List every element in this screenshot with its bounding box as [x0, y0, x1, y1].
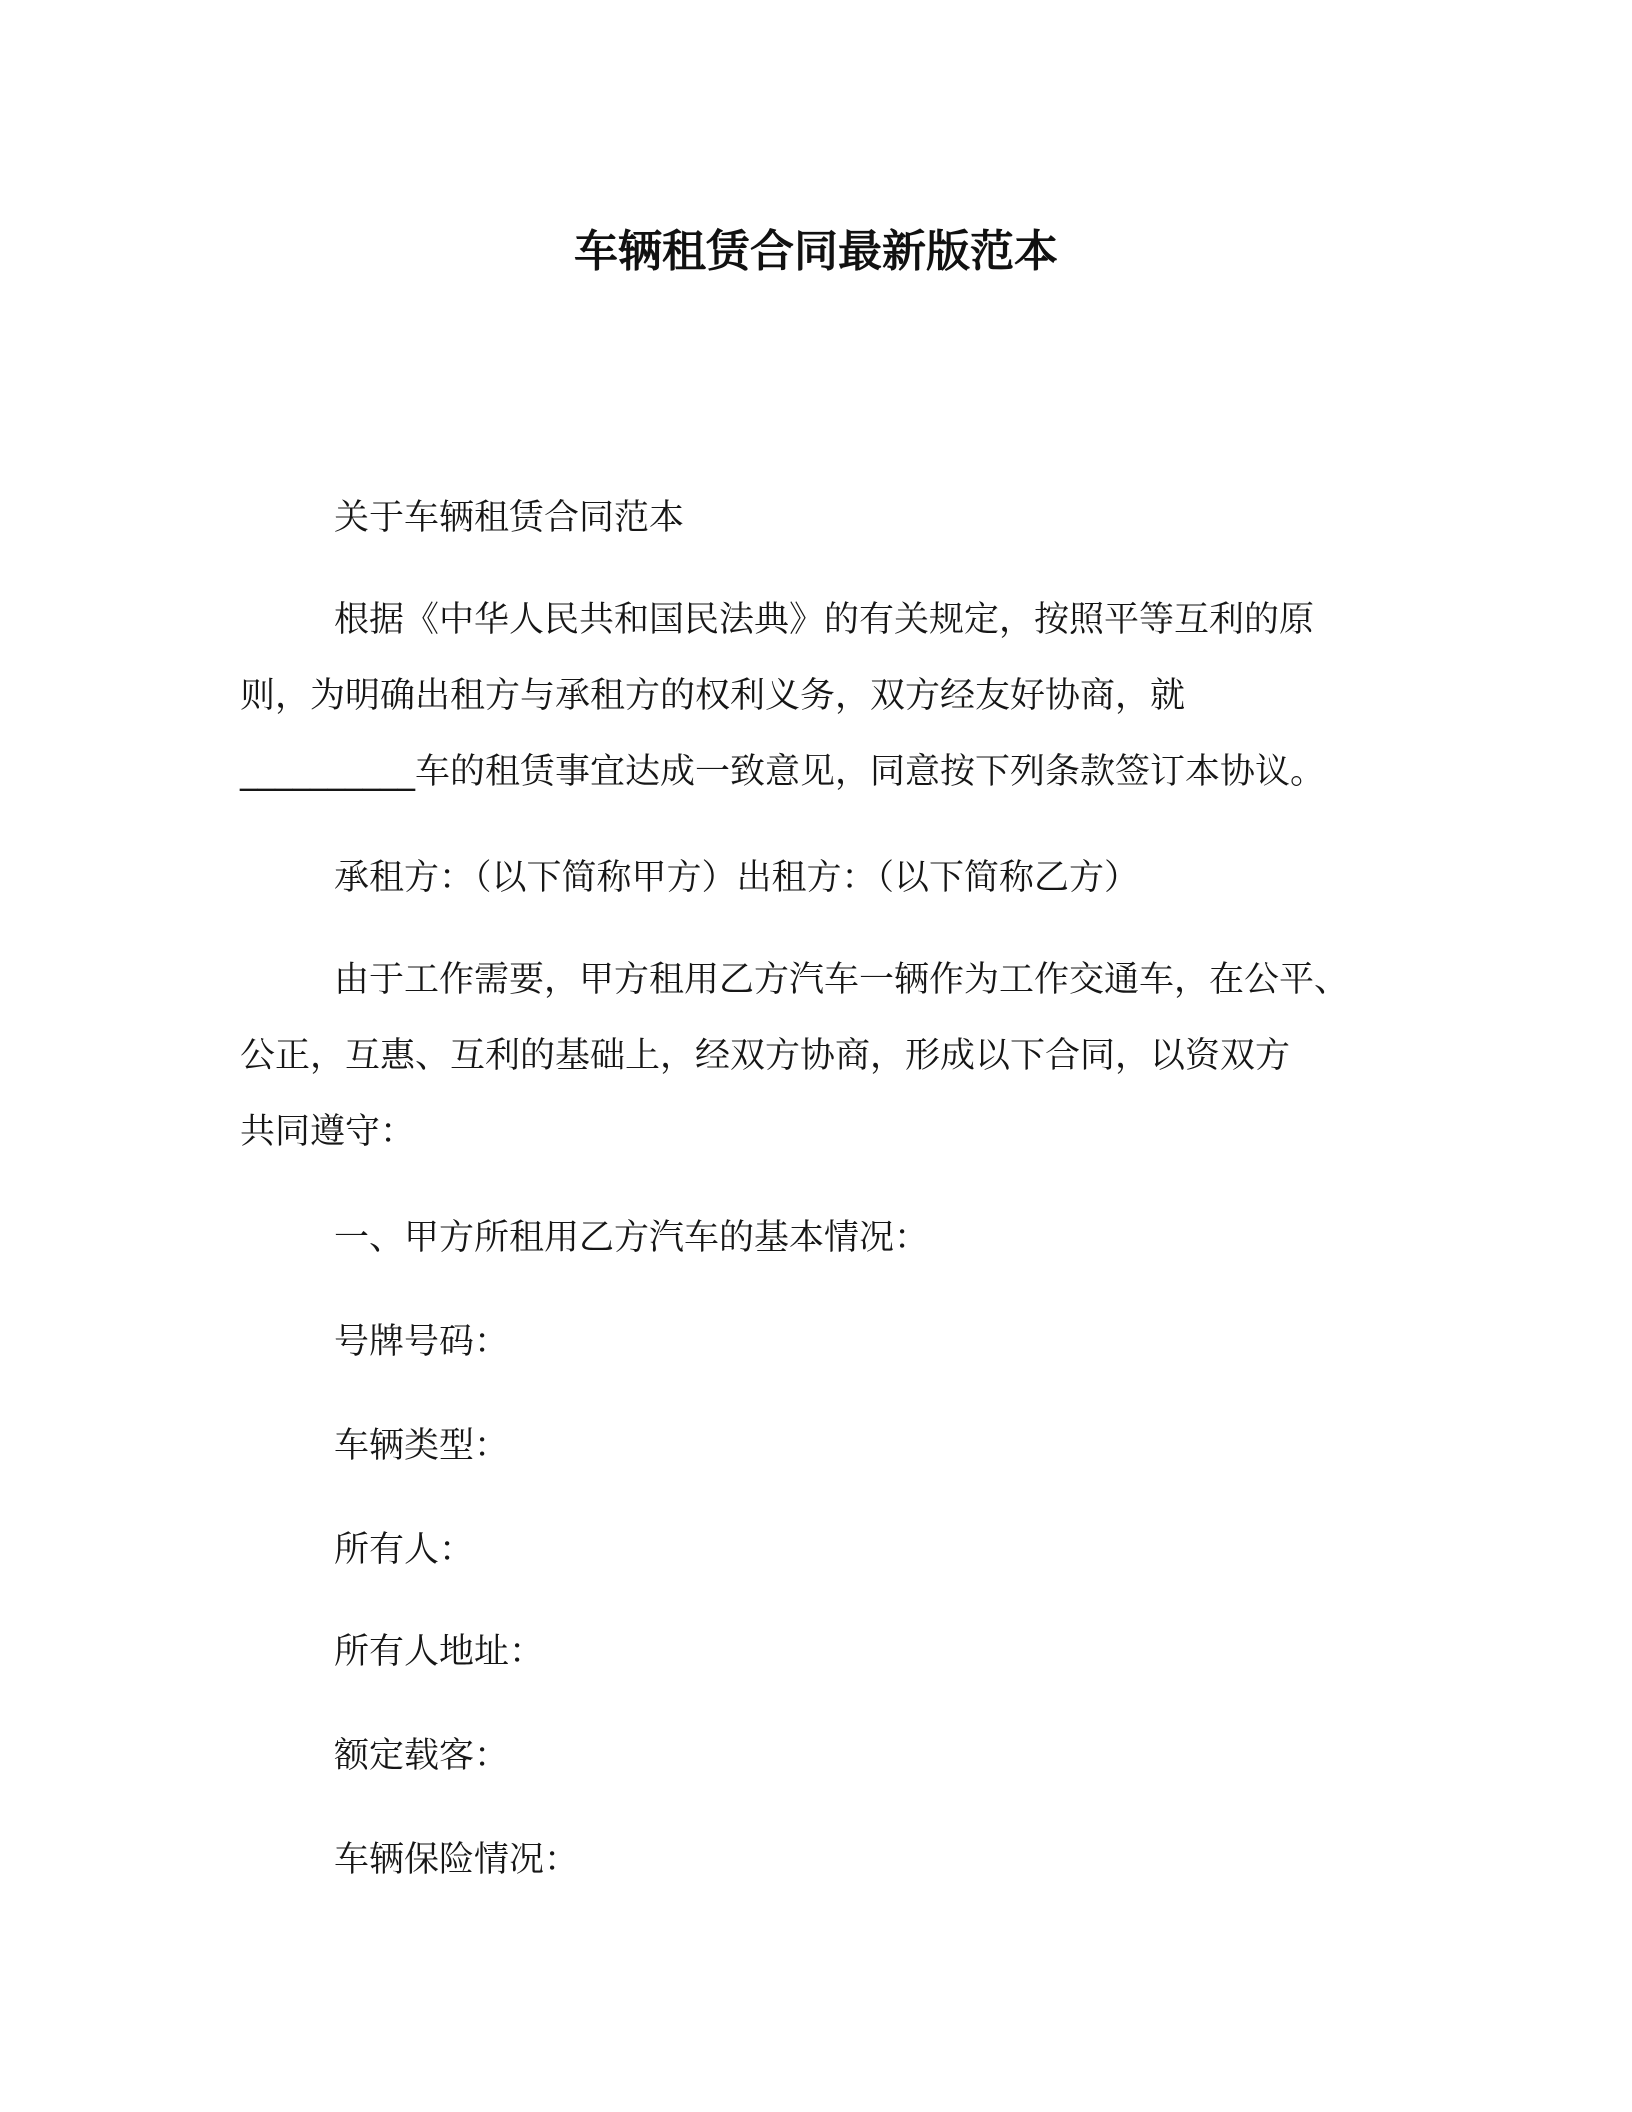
document-title: 车辆租赁合同最新版范本: [574, 226, 1058, 277]
intro-paragraph-line-3: __________车的租赁事宜达成一致意见，同意按下列条款签订本协议。: [240, 752, 1326, 792]
field-plate-number: 号牌号码：: [334, 1322, 510, 1362]
field-owner-address: 所有人地址：: [334, 1632, 545, 1672]
field-insurance-status: 车辆保险情况：: [334, 1840, 580, 1880]
section-1-heading: 一、甲方所租用乙方汽车的基本情况：: [334, 1218, 930, 1258]
intro-paragraph-line-1: 根据《中华人民共和国民法典》的有关规定，按照平等互利的原: [334, 600, 1315, 640]
purpose-paragraph-line-1: 由于工作需要，甲方租用乙方汽车一辆作为工作交通车，在公平、: [334, 960, 1350, 1000]
parties-line: 承租方：（以下简称甲方）出租方：（以下简称乙方）: [334, 858, 1140, 898]
purpose-paragraph-line-2: 公正，互惠、互利的基础上，经双方协商，形成以下合同，以资双方: [240, 1036, 1291, 1076]
field-owner: 所有人：: [334, 1530, 475, 1570]
intro-paragraph-line-2: 则，为明确出租方与承租方的权利义务，双方经友好协商，就: [240, 676, 1186, 716]
document-subtitle: 关于车辆租赁合同范本: [334, 498, 685, 538]
field-rated-passengers: 额定载客：: [334, 1736, 510, 1776]
field-vehicle-type: 车辆类型：: [334, 1426, 510, 1466]
purpose-paragraph-line-3: 共同遵守：: [240, 1112, 416, 1152]
